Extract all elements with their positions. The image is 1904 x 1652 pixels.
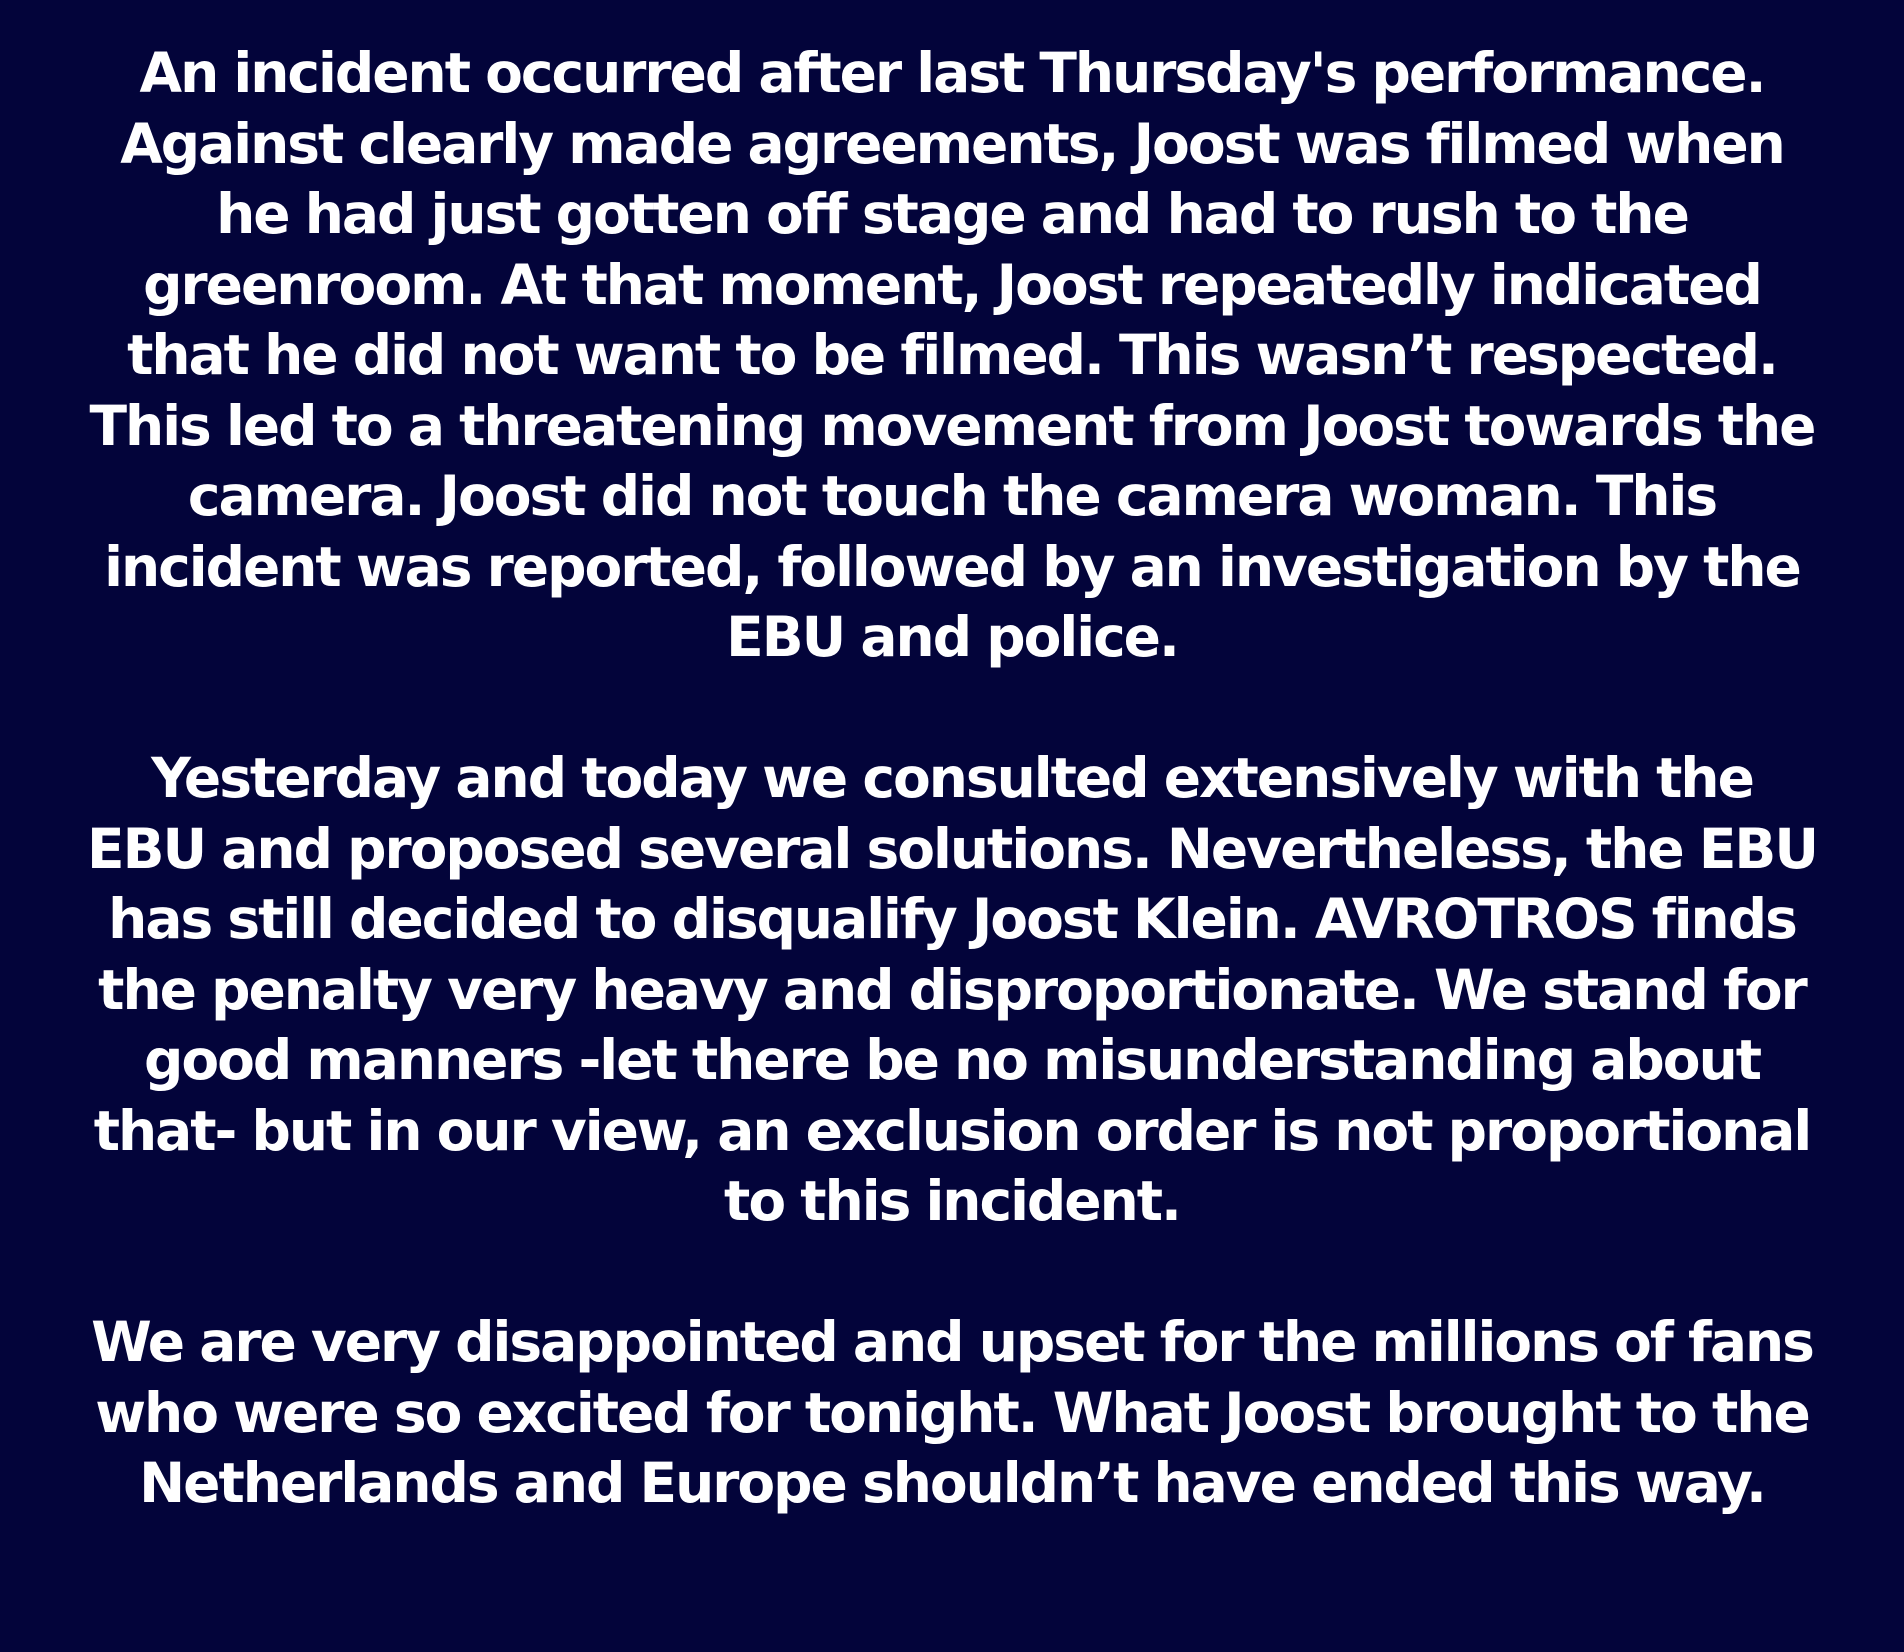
paragraph-1-line-1: An incident occurred after last Thursday's performance.	[139, 41, 1765, 105]
paragraph-2-line-1: Yesterday and today we consulted extensively with the	[151, 746, 1753, 810]
paragraph-2-line-3: has still decided to disqualify Joost Klein. AVROTROS finds	[108, 887, 1796, 951]
paragraph-2-line-6: that- but in our view, an exclusion order is not proportional	[93, 1098, 1811, 1163]
paragraph-1-line-5: that he did not want to be filmed. This wasn’t respected.	[127, 323, 1777, 387]
paragraph-1-line-8: incident was reported, followed by an investigation by the	[104, 534, 1800, 599]
paragraph-1-line-9: EBU and police.	[726, 605, 1178, 669]
paragraph-3-line-1: We are very disappointed and upset for the millions of fans	[91, 1310, 1813, 1374]
paragraph-1-line-2: Against clearly made agreements, Joost was filmed when	[120, 111, 1784, 176]
paragraph-3-line-2: who were so excited for tonight. What Joost brought to the	[95, 1380, 1809, 1445]
statement-text	[0, 38, 1904, 1519]
paragraph-3-line-3: Netherlands and Europe shouldn’t have ended this way.	[139, 1451, 1765, 1515]
statement-paragraph-1	[60, 38, 1844, 673]
statement-paragraph-3	[60, 1307, 1844, 1519]
paragraph-2-line-2: EBU and proposed several solutions. Nevertheless, the EBU	[87, 816, 1817, 881]
paragraph-1-line-6: This led to a threatening movement from Joost towards the	[89, 393, 1815, 458]
paragraph-1-line-7: camera. Joost did not touch the camera woman. This	[187, 464, 1717, 528]
statement-paragraph-2	[60, 743, 1844, 1237]
paragraph-2-line-5: good manners -let there be no misunderstanding about	[143, 1028, 1761, 1092]
paragraph-1-line-4: greenroom. At that moment, Joost repeatedly indicated	[143, 252, 1761, 317]
paragraph-1-line-3: he had just gotten off stage and had to rush to the	[216, 182, 1688, 246]
paragraph-2-line-4: the penalty very heavy and disproportionate. We stand for	[98, 957, 1806, 1022]
paragraph-2-line-7: to this incident.	[724, 1169, 1180, 1233]
